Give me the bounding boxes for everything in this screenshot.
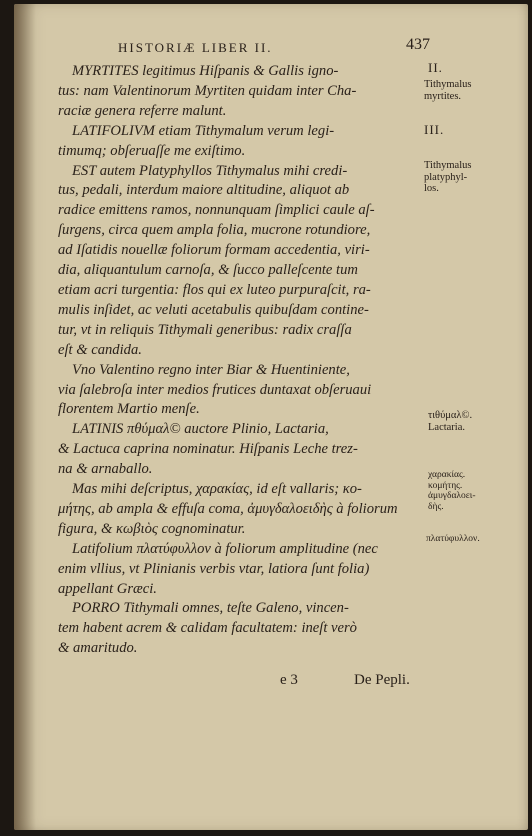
text-line: tus, pedali, interdum maiore altitudine, aliquot ab <box>58 182 350 199</box>
text-line: tem habent acrem & calidam facultatem: ineſt verò <box>58 620 357 637</box>
margin-note-line: Lactaria. <box>428 421 466 433</box>
margin-note-line: κομήτης. <box>428 480 463 491</box>
text-line: Mas mihi deſcriptus, χαρακίας, id eſt vallaris; κο- <box>72 481 362 498</box>
margin-note-line: τιθύμαλ©. <box>428 410 473 421</box>
margin-note-line: platyphyl- <box>424 171 468 183</box>
text-line: enim vllius, vt Plinianis verbis vtar, latiora ſunt folia) <box>58 560 370 577</box>
text-line: appellant Græci. <box>58 580 157 597</box>
margin-note-line: los. <box>424 183 439 194</box>
text-line: eſt & candida. <box>58 341 142 358</box>
text-line: etiam acri turgentia: flos qui ex luteo purpuraſcit, ra- <box>58 281 371 298</box>
text-line: ad Iſatidis nouellæ foliorum formam accedentia, viri- <box>58 242 370 259</box>
margin-note-latifolium: πλατύφυλλον. <box>426 534 480 544</box>
text-line: via ſalebroſa inter medios frutices duntaxat obſeruaui <box>58 381 372 398</box>
text-line: tur, vt in reliquis Tithymali generibus: radix craſſa <box>58 321 352 338</box>
text-line: na & arnaballo. <box>58 461 153 478</box>
margin-note-platyphyllos <box>424 160 471 195</box>
margin-number-3: III. <box>424 122 445 137</box>
signature-mark: e 3 <box>280 672 298 688</box>
text-line: EST autem Platyphyllos Tithymalus mihi credi- <box>72 162 348 179</box>
text-line: & amaritudo. <box>58 640 138 657</box>
margin-number-2: II. <box>428 60 443 75</box>
book-page <box>14 4 528 830</box>
text-line: radice emittens ramos, nonnunquam ſimplici caule aſ- <box>58 202 375 219</box>
text-line: florentem Martio menſe. <box>58 401 200 418</box>
text-line: mulis inſidet, ac veluti acetabulis quibuſdam contine- <box>58 301 369 318</box>
text-line: ſurgens, circa quem ampla folia, mucrone rotundiore, <box>58 222 371 239</box>
text-line: timumq; obſeruaſſe me exiſtimo. <box>58 142 246 159</box>
margin-note-line: myrtites. <box>424 90 462 102</box>
margin-note-mas <box>428 470 476 512</box>
text-line: Latifolium πλατύφυλλον à foliorum amplitudine (nec <box>72 540 378 557</box>
margin-note-lactaria <box>428 410 472 433</box>
text-line: & Lactuca caprina nominatur. Hiſpanis Leche trez- <box>58 441 358 458</box>
margin-note-line: Tithymalus <box>424 160 472 171</box>
text-line: tus: nam Valentinorum Myrtiten quidam inter Cha- <box>58 82 357 99</box>
text-line: MYRTITES legitimus Hiſpanis & Gallis igno- <box>72 63 339 79</box>
main-text <box>58 62 426 659</box>
margin-note-myrtites <box>424 79 471 102</box>
text-line: LATIFOLIVM etiam Tithymalum verum legi- <box>72 122 335 139</box>
margin-note-line: Tithymalus <box>424 79 472 90</box>
text-line: LATINIS πθύμαλ© auctore Plinio, Lactaria, <box>72 421 329 438</box>
text-line: Vno Valentino regno inter Biar & Huentiniente, <box>72 361 350 378</box>
text-line: PORRO Tithymali omnes, teſte Galeno, vincen- <box>72 600 349 617</box>
running-head: HISTORIÆ LIBER II. <box>118 40 273 55</box>
catchword: De Pepli. <box>354 672 410 688</box>
margin-note-line: ἀμυγδαλοει- <box>428 491 476 501</box>
text-line: μήτης, ab ampla & effuſa coma, ἀμυγδαλοειδὴς à foliorum <box>58 500 398 517</box>
margin-note-line: δὴς. <box>428 501 444 512</box>
text-line: dia, aliquantulum carnoſa, & ſucco palleſcente tum <box>58 262 358 279</box>
page-gutter-shadow <box>14 4 36 830</box>
text-line: raciæ genera referre malunt. <box>58 102 227 119</box>
margin-note-line: χαρακίας. <box>428 470 466 480</box>
text-line: figura, & κωβιὸς cognominatur. <box>58 520 246 537</box>
page-number: 437 <box>406 36 430 53</box>
